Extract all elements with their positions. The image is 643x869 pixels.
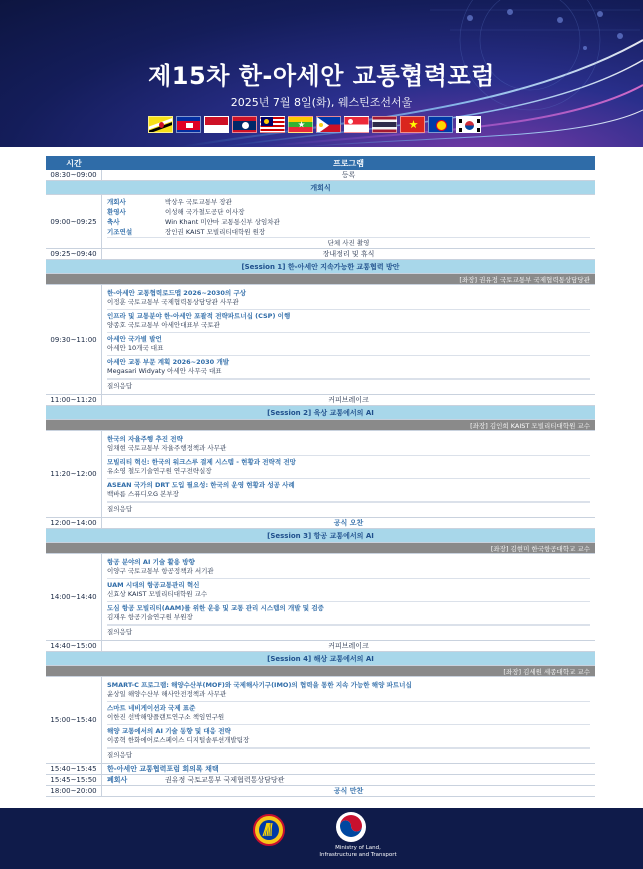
band-title: [Session 3] 항공 교통에서의 AI — [267, 531, 374, 540]
list-item — [107, 602, 590, 625]
kv-value: Win Khant 미얀마 교통통신부 상임차관 — [165, 218, 280, 226]
table-row-session-3 — [46, 554, 595, 641]
session-2-content — [102, 431, 595, 517]
time-column-header: 시간 — [66, 158, 82, 168]
kv-value: 권유정 국토교통부 국제협력통상담당관 — [165, 776, 285, 784]
ministry-line-1: Ministry of Land, — [335, 845, 381, 851]
ministry-line-2: Infrastructure and Transport — [319, 852, 397, 858]
chair-label: [좌장] 김인희 KAIST 모빌리티대학원 교수 — [470, 421, 590, 430]
kv-key: 축사 — [107, 218, 120, 226]
row-time: 14:40~15:00 — [46, 641, 102, 651]
chair-label: [좌장] 김세원 세종대학교 교수 — [503, 667, 590, 676]
flag-malaysia-icon — [260, 116, 285, 133]
band-title: 개회식 — [310, 183, 331, 192]
row-time: 15:45~15:50 — [46, 775, 102, 785]
chair-label: [좌장] 권유정 국토교통부 국제협력통상담당관 — [459, 275, 590, 284]
flag-myanmar-icon — [288, 116, 313, 133]
poster-header — [0, 0, 643, 147]
session-3-band — [46, 529, 595, 543]
talk-speaker: 신효상 KAIST 모빌리티대학원 교수 — [107, 590, 208, 598]
chair-label: [좌장] 김현미 한국항공대학교 교수 — [490, 544, 590, 553]
talk-title: 인프라 및 교통분야 한-아세안 포괄적 전략파트너십 (CSP) 이행 — [107, 312, 291, 320]
talk-title: UAM 시대의 항공교통관리 혁신 — [107, 581, 200, 589]
qa-label: 질의응답 — [107, 748, 590, 761]
row-label: 커피브레이크 — [328, 396, 369, 404]
list-item — [107, 310, 590, 333]
table-row-coffee-2 — [46, 641, 595, 652]
talk-speaker: Megasari Widyaty 아세안 사무국 대표 — [107, 367, 222, 375]
flag-indonesia-icon — [204, 116, 229, 133]
closing-content — [102, 775, 595, 785]
group-photo-label: 단체 사진 촬영 — [107, 237, 590, 248]
flag-vietnam-icon — [400, 116, 425, 133]
session-1-band — [46, 260, 595, 274]
row-label: 공식 오찬 — [333, 519, 364, 527]
opening-content — [102, 195, 595, 248]
talk-speaker: 이정훈 국토교통부 국제협력통상담당관 사무관 — [107, 298, 239, 306]
list-item — [107, 287, 590, 310]
session-4-band — [46, 652, 595, 666]
row-time: 14:00~14:40 — [46, 554, 102, 640]
list-item — [107, 356, 590, 379]
table-row-break — [46, 249, 595, 260]
qa-label: 질의응답 — [107, 379, 590, 392]
row-time: 12:00~14:00 — [46, 518, 102, 528]
row-time: 15:00~15:40 — [46, 677, 102, 763]
asean-rice-stalks-icon — [258, 819, 280, 841]
talk-speaker: 윤상일 해양수산부 해사안전정책과 사무관 — [107, 690, 227, 698]
flag-philippines-icon — [316, 116, 341, 133]
talk-title: 모빌리티 혁신: 한국의 워크스루 결제 시스템 - 현황과 전략적 전망 — [107, 458, 296, 466]
flag-thailand-icon — [372, 116, 397, 133]
list-item — [107, 579, 590, 602]
talk-title: 아세안 교통 부문 계획 2026~2030 개발 — [107, 358, 230, 366]
poster-footer — [0, 808, 643, 869]
session-4-content — [102, 677, 595, 763]
poster-title: 제15차 한-아세안 교통협력포럼 — [148, 62, 495, 90]
kv-item — [107, 197, 590, 207]
program-column-header: 프로그램 — [333, 158, 364, 168]
row-label: 한-아세안 교통협력포럼 회의록 채택 — [107, 765, 219, 773]
talk-speaker: 김재우 항공기술연구원 부원장 — [107, 613, 193, 621]
table-row-lunch — [46, 518, 595, 529]
program-table — [46, 156, 595, 797]
session-1-chair — [46, 274, 595, 285]
qa-label: 질의응답 — [107, 502, 590, 515]
flag-brunei-icon — [148, 116, 173, 133]
list-item — [107, 556, 590, 579]
talk-speaker: 임채현 국토교통부 자율주행정책과 사무관 — [107, 444, 227, 452]
talk-title: 항공 분야의 AI 기술 활용 방향 — [107, 558, 195, 566]
row-time: 18:00~20:00 — [46, 786, 102, 796]
list-item — [107, 456, 590, 479]
asean-logo-icon — [253, 814, 285, 846]
molit-taegeuk-logo-icon — [336, 812, 366, 842]
kv-key: 개회사 — [107, 198, 126, 206]
table-row-adoption — [46, 764, 595, 775]
flag-row — [148, 116, 481, 133]
session-3-content — [102, 554, 595, 640]
table-row-session-4 — [46, 677, 595, 764]
kv-key: 환영사 — [107, 208, 126, 216]
session-4-chair — [46, 666, 595, 677]
band-title: [Session 4] 해상 교통에서의 AI — [267, 654, 374, 663]
kv-key: 폐회사 — [107, 776, 128, 784]
row-label: 장내정리 및 휴식 — [322, 250, 375, 258]
row-label: 등록 — [341, 171, 356, 179]
flag-asean-icon — [428, 116, 453, 133]
talk-title: 한-아세안 교통협력로드맵 2026~2030의 구상 — [107, 289, 247, 297]
talk-speaker: 이한진 선박해양플랜트연구소 책임연구원 — [107, 713, 225, 721]
talk-speaker: 양종호 국토교통부 아세안대표부 국토관 — [107, 321, 220, 329]
row-time: 08:30~09:00 — [46, 170, 102, 180]
flag-korea-icon — [456, 116, 481, 133]
table-row-session-2 — [46, 431, 595, 518]
kv-value: 이성해 국가철도공단 이사장 — [165, 208, 245, 216]
talk-title: 아세안 국가별 발언 — [107, 335, 162, 343]
kv-value: 박상우 국토교통부 장관 — [165, 198, 232, 206]
kv-item — [107, 227, 590, 237]
table-header-row — [46, 156, 595, 170]
talk-speaker: 아세안 10개국 대표 — [107, 344, 164, 352]
kv-item — [107, 217, 590, 227]
table-row-registration — [46, 170, 595, 181]
session-2-band — [46, 406, 595, 420]
row-time: 15:40~15:45 — [46, 764, 102, 774]
session-3-chair — [46, 543, 595, 554]
row-time: 09:30~11:00 — [46, 285, 102, 394]
session-2-chair — [46, 420, 595, 431]
row-label: 커피브레이크 — [328, 642, 369, 650]
table-row-session-1 — [46, 285, 595, 395]
flag-laos-icon — [232, 116, 257, 133]
row-time: 09:25~09:40 — [46, 249, 102, 259]
table-row-coffee-1 — [46, 395, 595, 406]
taegeuk-icon — [336, 812, 366, 842]
session-1-content — [102, 285, 595, 394]
row-time: 11:00~11:20 — [46, 395, 102, 405]
kv-item — [107, 207, 590, 217]
list-item — [107, 725, 590, 748]
flag-singapore-icon — [344, 116, 369, 133]
talk-title: ASEAN 국가의 DRT 도입 필요성: 한국의 운영 현황과 성공 사례 — [107, 481, 295, 489]
band-title: [Session 2] 육상 교통에서의 AI — [267, 408, 374, 417]
row-time: 11:20~12:00 — [46, 431, 102, 517]
list-item — [107, 333, 590, 356]
table-row-opening — [46, 195, 595, 249]
talk-title: 해양 교통에서의 AI 기술 동향 및 대응 전략 — [107, 727, 231, 735]
list-item — [107, 433, 590, 456]
talk-speaker: 이양구 국토교통부 항공정책과 서기관 — [107, 567, 214, 575]
qa-label: 질의응답 — [107, 625, 590, 638]
table-row-dinner — [46, 786, 595, 797]
list-item — [107, 702, 590, 725]
talk-title: 스마트 네비게이션과 국제 표준 — [107, 704, 196, 712]
band-title: [Session 1] 한-아세안 지속가능한 교통협력 방안 — [241, 262, 400, 271]
table-row-closing — [46, 775, 595, 786]
kv-key: 기조연설 — [107, 228, 133, 236]
opening-band — [46, 181, 595, 195]
talk-speaker: 이종혁 한화에어로스페이스 디지털솔루션개발팀장 — [107, 736, 250, 744]
list-item — [107, 479, 590, 502]
poster-subtitle: 2025년 7월 8일(화), 웨스틴조선서울 — [230, 96, 413, 109]
flag-cambodia-icon — [176, 116, 201, 133]
talk-title: 도심 항공 모빌리티(AAM)를 위한 운용 및 교통 관리 시스템의 개발 및 검증 — [107, 604, 324, 612]
row-time: 09:00~09:25 — [46, 195, 102, 248]
row-label: 공식 만찬 — [333, 787, 364, 795]
talk-title: 한국의 자율주행 추진 전략 — [107, 435, 183, 443]
talk-title: SMART-C 프로그램: 해양수산부(MOF)와 국제해사기구(IMO)의 협력을 통한 지속 가능한 해양 파트너십 — [107, 681, 412, 689]
talk-speaker: 백바름 스퓨디오G 본부장 — [107, 490, 179, 498]
list-item — [107, 679, 590, 702]
kv-value: 장인권 KAIST 모빌리티대학원 원장 — [165, 228, 266, 236]
ministry-name — [318, 845, 398, 859]
talk-speaker: 유소영 철도기술연구원 연구전략실장 — [107, 467, 212, 475]
